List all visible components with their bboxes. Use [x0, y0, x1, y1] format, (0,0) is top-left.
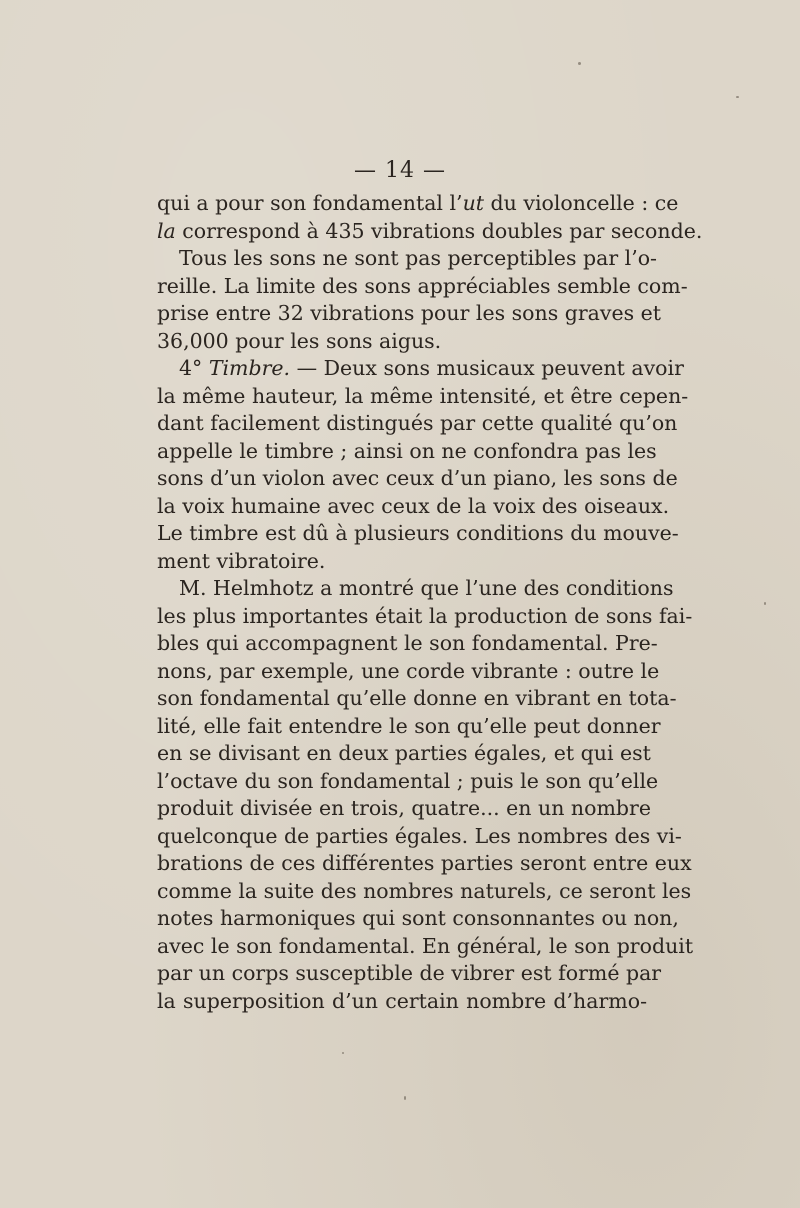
text-line	[157, 905, 679, 933]
text-line	[157, 328, 647, 356]
text-line	[157, 768, 659, 796]
text-run: correspond à 435 vibrations doubles par seconde.	[175, 218, 703, 243]
text-run: produit divisée en trois, quatre... en un nombre	[157, 796, 651, 820]
text-line	[157, 740, 651, 768]
text-run: la superposition d’un certain nombre d’harmo-	[157, 988, 647, 1013]
text-run: appelle le timbre ; ainsi on ne confondra pas les	[157, 438, 657, 463]
text-run: — Deux sons musicaux peuvent avoir	[290, 356, 684, 380]
text-line	[157, 245, 657, 273]
text-run: en se divisant en deux parties égales, et qui est	[157, 741, 651, 765]
text-run: brations de ces différentes parties seront entre eux	[157, 851, 692, 875]
text-run: lité, elle fait entendre le son qu’elle peut donner	[157, 713, 661, 738]
text-line	[157, 823, 682, 851]
text-line	[157, 218, 703, 246]
italic-text: la	[157, 218, 176, 243]
text-run: son fondamental qu’elle donne en vibrant en tota-	[157, 686, 677, 710]
text-run: comme la suite des nombres naturels, ce seront les	[157, 878, 692, 903]
text-line	[157, 520, 679, 548]
italic-text: Timbre.	[208, 356, 291, 380]
text-run: reille. La limite des sons appréciables semble com-	[157, 273, 688, 298]
text-line	[157, 548, 647, 576]
text-line	[157, 438, 657, 466]
text-run: notes harmoniques qui sont consonnantes ou non,	[157, 906, 679, 930]
text-run: les plus importantes était la production de sons fai-	[157, 603, 693, 628]
text-run: l’octave du son fondamental ; puis le son qu’elle	[157, 768, 659, 793]
body-text	[157, 190, 703, 1015]
paper-speck	[736, 96, 739, 98]
text-line	[157, 878, 692, 906]
text-run: 36,000 pour les sons aigus.	[157, 328, 442, 353]
paper-speck	[404, 1096, 406, 1100]
text-run: du violoncelle : ce	[484, 191, 679, 215]
text-run: la même hauteur, la même intensité, et être cepen-	[157, 383, 689, 408]
text-line	[157, 355, 684, 383]
text-line	[157, 410, 678, 438]
text-run: avec le son fondamental. En général, le son produit	[157, 933, 694, 958]
text-run: par un corps susceptible de vibrer est formé par	[157, 961, 662, 985]
text-line	[157, 273, 688, 301]
text-line	[157, 493, 670, 521]
text-line	[157, 630, 658, 658]
text-line	[157, 300, 662, 328]
text-run: Le timbre est dû à plusieurs conditions du mouve-	[157, 521, 679, 545]
text-run: quelconque de parties égales. Les nombres des vi-	[157, 823, 682, 848]
text-run: sons d’un violon avec ceux d’un piano, les sons de	[157, 466, 678, 490]
text-line	[157, 603, 693, 631]
text-line	[157, 658, 660, 686]
page-number: — 14 —	[354, 158, 446, 183]
text-line	[157, 988, 647, 1016]
text-run: nons, par exemple, une corde vibrante : outre le	[157, 658, 660, 683]
text-line	[157, 465, 678, 493]
paper-speck	[578, 62, 581, 65]
text-line	[157, 795, 651, 823]
italic-text: ut	[462, 191, 485, 215]
text-line	[157, 960, 662, 988]
text-run: prise entre 32 vibrations pour les sons graves et	[157, 301, 662, 325]
text-line	[157, 685, 677, 713]
text-run: la voix humaine avec ceux de la voix des oiseaux.	[157, 493, 670, 518]
text-line	[157, 933, 694, 961]
text-line	[157, 190, 679, 218]
text-run: qui a pour son fondamental l’	[157, 191, 463, 215]
paper-speck	[764, 602, 766, 605]
text-run: M. Helmhotz a montré que l’une des conditions	[179, 576, 674, 600]
text-run: 4°	[179, 356, 209, 380]
text-line	[157, 383, 689, 411]
text-line	[157, 850, 692, 878]
paper-speck	[342, 1052, 344, 1054]
text-line	[157, 575, 674, 603]
text-run: bles qui accompagnent le son fondamental. Pre-	[157, 631, 658, 655]
text-run: dant facilement distingués par cette qualité qu’on	[157, 411, 678, 435]
text-run: Tous les sons ne sont pas perceptibles par l’o-	[179, 246, 657, 270]
text-run: ment vibratoire.	[157, 548, 326, 573]
text-line	[157, 713, 661, 741]
